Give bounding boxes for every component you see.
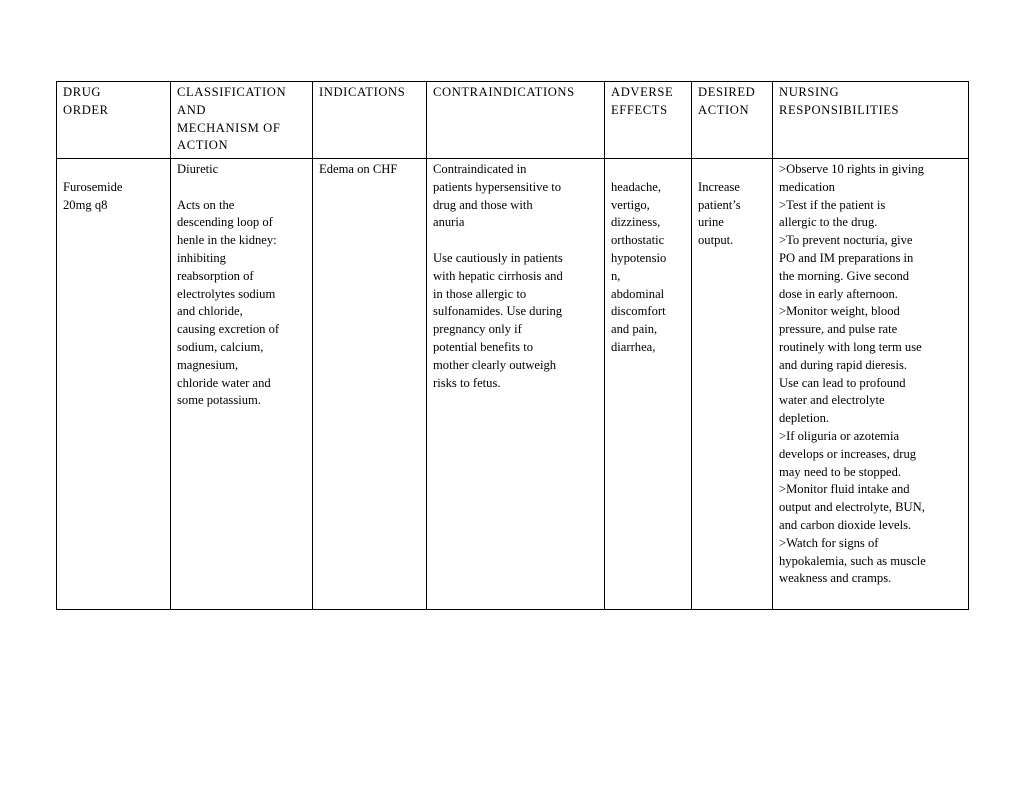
- header-drug-order: DRUG ORDER: [57, 82, 171, 159]
- table-header-row: [57, 82, 969, 159]
- drug-study-table: [56, 81, 969, 610]
- cell-classification: Diuretic Acts on the descending loop of henle in the kidney: inhibiting reabsorption of electrolytes sodium and chloride, causing excretion of sodium, calcium, magnesium, chloride water and some potassium.: [171, 159, 313, 610]
- cell-adverse-effects: headache, vertigo, dizziness, orthostatic hypotensio n, abdominal discomfort and pain, diarrhea,: [605, 159, 692, 610]
- header-desired-action: DESIRED ACTION: [692, 82, 773, 159]
- cell-nursing-responsibilities: >Observe 10 rights in giving medication >Test if the patient is allergic to the drug. >To prevent nocturia, give PO and IM preparations in the morning. Give second dose in early afternoon. >Monitor weight, blood pressure, and pulse rate routinely with long term use and during rapid dieresis. Use can lead to profound water and electrolyte depletion. >If oliguria or azotemia develops or increases, drug may need to be stopped. >Monitor fluid intake and output and electrolyte, BUN, and carbon dioxide levels. >Watch for signs of hypokalemia, such as muscle weakness and cramps.: [773, 159, 969, 610]
- header-adverse-effects: ADVERSE EFFECTS: [605, 82, 692, 159]
- header-classification: CLASSIFICATION AND MECHANISM OF ACTION: [171, 82, 313, 159]
- header-indications: INDICATIONS: [313, 82, 427, 159]
- cell-contraindications: Contraindicated in patients hypersensitive to drug and those with anuria Use cautiously in patients with hepatic cirrhosis and in those allergic to sulfonamides. Use during pregnancy only if potential benefits to mother clearly outweigh risks to fetus.: [427, 159, 605, 610]
- header-nursing-responsibilities: NURSING RESPONSIBILITIES: [773, 82, 969, 159]
- classification-type: Diuretic: [177, 162, 219, 176]
- table-row: [57, 159, 969, 610]
- cell-drug-order: Furosemide 20mg q8: [57, 159, 171, 610]
- header-contraindications: CONTRAINDICATIONS: [427, 82, 605, 159]
- cell-desired-action: Increase patient’s urine output.: [692, 159, 773, 610]
- cell-indications: Edema on CHF: [313, 159, 427, 610]
